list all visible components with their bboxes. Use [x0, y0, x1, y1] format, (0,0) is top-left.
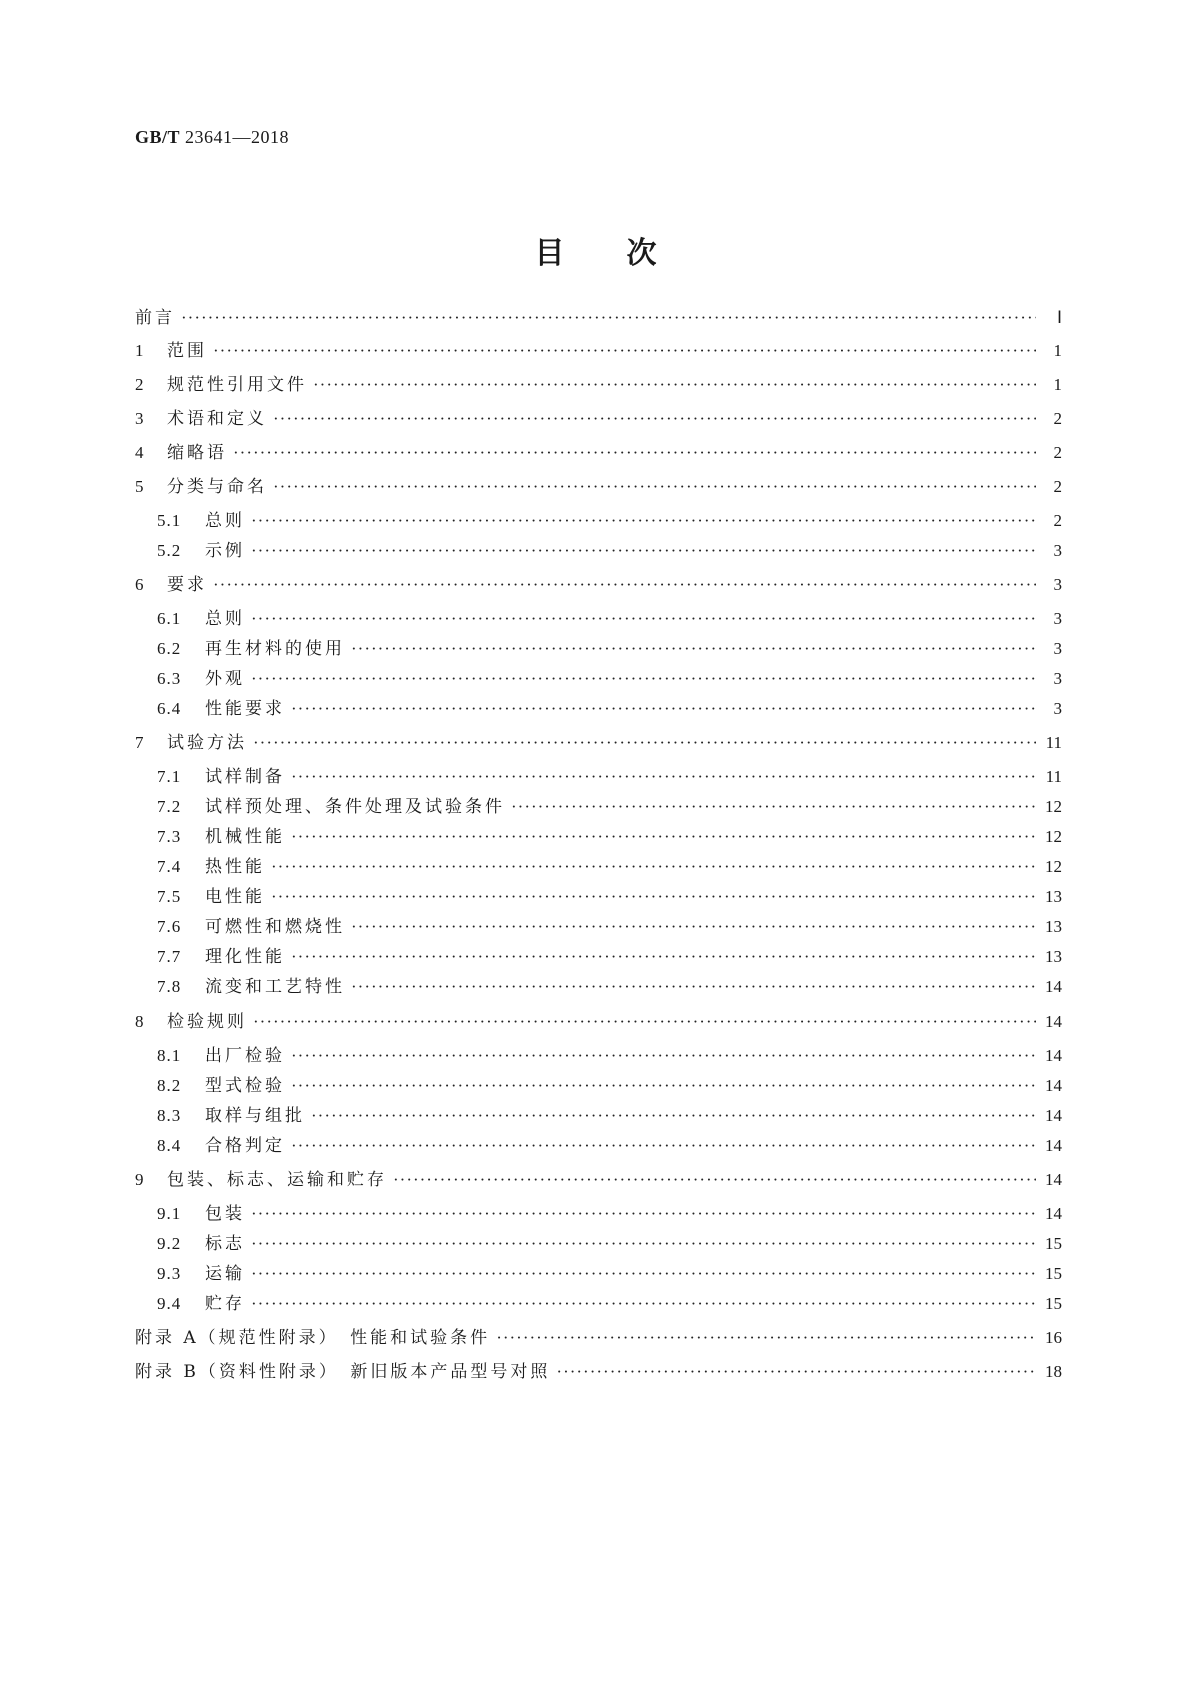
toc-page: 3 — [1053, 669, 1062, 688]
toc-leader — [251, 606, 1036, 632]
toc-label: 附录 A（规范性附录） 性能和试验条件 — [135, 1328, 491, 1348]
toc-leader — [271, 854, 1036, 880]
toc-label: 运输 — [205, 1264, 245, 1284]
toc-entry-7-8[interactable] — [157, 974, 1062, 1000]
toc-entry-8[interactable] — [135, 1009, 1062, 1035]
toc-leader — [271, 884, 1036, 910]
toc-label: 电性能 — [205, 887, 265, 907]
toc-page: 14 — [1045, 1106, 1062, 1125]
toc-label: 试验方法 — [167, 733, 247, 753]
toc-label: 规范性引用文件 — [167, 375, 307, 395]
toc-leader — [313, 372, 1036, 398]
toc-entry-9[interactable] — [135, 1167, 1062, 1193]
toc-page: 3 — [1053, 699, 1062, 718]
toc-leader — [496, 1325, 1036, 1351]
toc-num: 1 — [135, 341, 145, 360]
toc-num: 7.3 — [157, 827, 182, 846]
toc-entry-9-2[interactable] — [157, 1231, 1062, 1257]
toc-label: 性能要求 — [205, 699, 285, 719]
toc-page: 12 — [1045, 797, 1062, 816]
toc-entry-7-2[interactable] — [157, 794, 1062, 820]
toc-entry-7[interactable] — [135, 730, 1062, 756]
toc-leader — [233, 440, 1036, 466]
toc-page: 2 — [1053, 511, 1062, 530]
toc-num: 7 — [135, 733, 145, 752]
toc-page: 14 — [1045, 1046, 1062, 1065]
toc-leader — [253, 1009, 1036, 1035]
toc-page: 15 — [1045, 1234, 1062, 1253]
toc-label: 出厂检验 — [205, 1046, 285, 1066]
toc-label: 范围 — [167, 341, 207, 361]
page-title — [0, 228, 1191, 272]
toc-entry-7-6[interactable] — [157, 914, 1062, 940]
toc-entry-6-4[interactable] — [157, 696, 1062, 722]
toc-num: 8 — [135, 1012, 145, 1031]
toc-page: 3 — [1053, 639, 1062, 658]
toc-leader — [181, 305, 1036, 331]
toc-page: 15 — [1045, 1264, 1062, 1283]
toc-num: 7.2 — [157, 797, 182, 816]
toc-num: 6 — [135, 575, 145, 594]
toc-entry-8-2[interactable] — [157, 1073, 1062, 1099]
toc-page: 14 — [1045, 1204, 1062, 1223]
toc-num: 9 — [135, 1170, 145, 1189]
toc-label: 标志 — [205, 1234, 245, 1254]
toc-num: 7.7 — [157, 947, 182, 966]
toc-page: 13 — [1045, 917, 1062, 936]
toc-num: 6.4 — [157, 699, 182, 718]
toc-num: 5 — [135, 477, 145, 496]
toc-page: 11 — [1045, 733, 1062, 752]
toc-label: 合格判定 — [205, 1136, 285, 1156]
toc-entry-3[interactable] — [135, 406, 1062, 432]
toc-label: 外观 — [205, 669, 245, 689]
toc-page: Ⅰ — [1056, 308, 1062, 327]
toc-entry-7-1[interactable] — [157, 764, 1062, 790]
toc-page: 14 — [1045, 1136, 1062, 1155]
toc-entry-1[interactable] — [135, 338, 1062, 364]
toc-leader — [291, 696, 1036, 722]
toc-entry-7-7[interactable] — [157, 944, 1062, 970]
toc-num: 3 — [135, 409, 145, 428]
toc-label: 机械性能 — [205, 827, 285, 847]
toc-page: 12 — [1045, 857, 1062, 876]
toc-label: 贮存 — [205, 1294, 245, 1314]
toc-num: 9.2 — [157, 1234, 182, 1253]
toc-leader — [251, 1291, 1036, 1317]
toc-num: 7.8 — [157, 977, 182, 996]
title-part2: 次 — [626, 236, 657, 271]
standard-code — [135, 127, 289, 148]
toc-leader — [291, 764, 1036, 790]
toc-leader — [251, 508, 1036, 534]
toc-entry-4[interactable] — [135, 440, 1062, 466]
toc-label: 可燃性和燃烧性 — [205, 917, 345, 937]
toc-page: 3 — [1053, 575, 1062, 594]
toc-leader — [311, 1103, 1036, 1129]
toc-entry-5-1[interactable] — [157, 508, 1062, 534]
toc-num: 8.2 — [157, 1076, 182, 1095]
toc-label: 检验规则 — [167, 1012, 247, 1032]
toc-leader — [251, 1261, 1036, 1287]
toc-entry-6-2[interactable] — [157, 636, 1062, 662]
toc-num: 2 — [135, 375, 145, 394]
title-part1: 目 — [534, 236, 565, 271]
toc-num: 7.4 — [157, 857, 182, 876]
toc-label: 总则 — [205, 511, 245, 531]
toc-entry-annex-b[interactable] — [135, 1359, 1062, 1385]
toc-leader — [213, 338, 1036, 364]
standard-code-prefix: GB/T — [135, 127, 181, 147]
toc-leader — [511, 794, 1036, 820]
toc-label: 分类与命名 — [167, 477, 267, 497]
toc-leader — [291, 824, 1036, 850]
standard-code-number: 23641—2018 — [185, 127, 290, 147]
toc-page: 14 — [1045, 977, 1062, 996]
toc-entry-8-4[interactable] — [157, 1133, 1062, 1159]
toc-num: 8.4 — [157, 1136, 182, 1155]
toc-entry-6-1[interactable] — [157, 606, 1062, 632]
toc-label: 理化性能 — [205, 947, 285, 967]
toc-label: 试样制备 — [205, 767, 285, 787]
toc-num: 7.1 — [157, 767, 182, 786]
toc-entry-7-4[interactable] — [157, 854, 1062, 880]
toc-num: 4 — [135, 443, 145, 462]
toc-label: 要求 — [167, 575, 207, 595]
toc-label: 取样与组批 — [205, 1106, 305, 1126]
toc-entry-2[interactable] — [135, 372, 1062, 398]
toc-label: 试样预处理、条件处理及试验条件 — [205, 797, 505, 817]
toc-label: 包装、标志、运输和贮存 — [167, 1170, 387, 1190]
toc-page: 16 — [1045, 1328, 1062, 1347]
toc-page: 15 — [1045, 1294, 1062, 1313]
toc-label: 示例 — [205, 541, 245, 561]
toc-leader — [291, 1043, 1036, 1069]
toc-page: 1 — [1053, 375, 1062, 394]
toc-num: 8.3 — [157, 1106, 182, 1125]
toc-num: 8.1 — [157, 1046, 182, 1065]
toc-entry-annex-a[interactable] — [135, 1325, 1062, 1351]
toc-page: 13 — [1045, 947, 1062, 966]
toc-num: 6.1 — [157, 609, 182, 628]
toc-label: 型式检验 — [205, 1076, 285, 1096]
toc-leader — [393, 1167, 1036, 1193]
toc-leader — [291, 1133, 1036, 1159]
toc-leader — [291, 1073, 1036, 1099]
toc-page: 14 — [1045, 1076, 1062, 1095]
toc-page: 18 — [1045, 1362, 1062, 1381]
toc-label: 前言 — [135, 308, 175, 328]
toc-num: 5.2 — [157, 541, 182, 560]
toc-entry-9-1[interactable] — [157, 1201, 1062, 1227]
toc-leader — [273, 406, 1036, 432]
toc-num: 6.2 — [157, 639, 182, 658]
toc-leader — [556, 1359, 1036, 1385]
toc-page: 2 — [1053, 477, 1062, 496]
toc-entry-7-5[interactable] — [157, 884, 1062, 910]
toc-label: 流变和工艺特性 — [205, 977, 345, 997]
toc-label: 缩略语 — [167, 443, 227, 463]
toc-num: 7.5 — [157, 887, 182, 906]
toc-page: 14 — [1045, 1170, 1062, 1189]
toc-page: 1 — [1053, 341, 1062, 360]
toc-page: 2 — [1053, 409, 1062, 428]
toc-page: 3 — [1053, 541, 1062, 560]
toc-num: 5.1 — [157, 511, 182, 530]
toc-entry-5-2[interactable] — [157, 538, 1062, 564]
toc-entry-9-4[interactable] — [157, 1291, 1062, 1317]
toc-leader — [251, 1201, 1036, 1227]
toc-label: 包装 — [205, 1204, 245, 1224]
toc-leader — [251, 666, 1036, 692]
toc-page: 12 — [1045, 827, 1062, 846]
toc-leader — [273, 474, 1036, 500]
toc-label: 总则 — [205, 609, 245, 629]
toc-entry-8-1[interactable] — [157, 1043, 1062, 1069]
toc-leader — [251, 538, 1036, 564]
toc-entry-6-3[interactable] — [157, 666, 1062, 692]
toc-page: 13 — [1045, 887, 1062, 906]
toc-leader — [351, 974, 1036, 1000]
toc-leader — [351, 914, 1036, 940]
toc-label: 热性能 — [205, 857, 265, 877]
toc-leader — [213, 572, 1036, 598]
toc-label: 再生材料的使用 — [205, 639, 345, 659]
toc-num: 6.3 — [157, 669, 182, 688]
toc-entry-8-3[interactable] — [157, 1103, 1062, 1129]
toc-page: 14 — [1045, 1012, 1062, 1031]
toc-leader — [251, 1231, 1036, 1257]
toc-entry-5[interactable] — [135, 474, 1062, 500]
toc-entry-foreword[interactable] — [135, 305, 1062, 331]
toc-num: 9.3 — [157, 1264, 182, 1283]
toc-entry-6[interactable] — [135, 572, 1062, 598]
toc-label: 附录 B（资料性附录） 新旧版本产品型号对照 — [135, 1362, 551, 1382]
toc-page: 3 — [1053, 609, 1062, 628]
toc-label: 术语和定义 — [167, 409, 267, 429]
toc-num: 9.4 — [157, 1294, 182, 1313]
toc-entry-7-3[interactable] — [157, 824, 1062, 850]
toc-leader — [351, 636, 1036, 662]
toc-num: 7.6 — [157, 917, 182, 936]
toc-page: 11 — [1045, 767, 1062, 786]
toc-leader — [253, 730, 1036, 756]
toc-num: 9.1 — [157, 1204, 182, 1223]
toc-leader — [291, 944, 1036, 970]
toc-page: 2 — [1053, 443, 1062, 462]
toc-entry-9-3[interactable] — [157, 1261, 1062, 1287]
